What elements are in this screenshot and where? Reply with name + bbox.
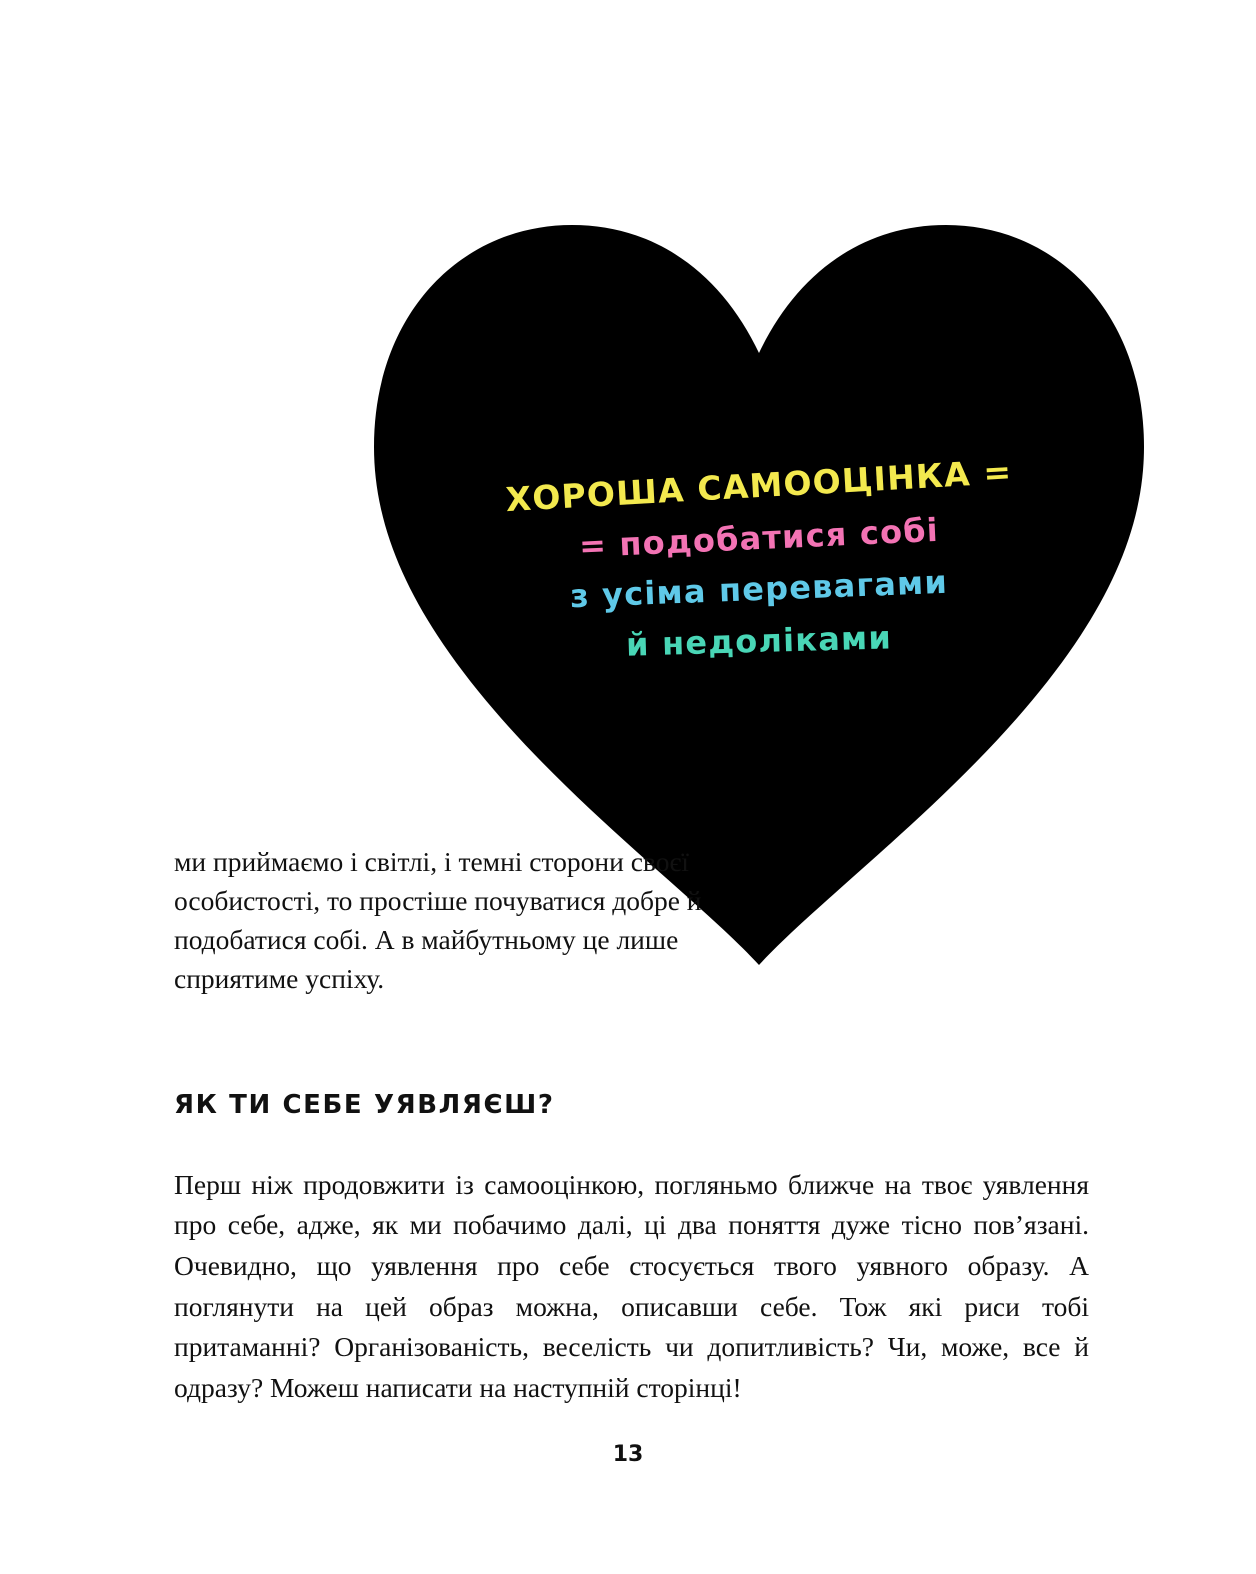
heart-caption-line-4: й недоліками [625, 618, 893, 664]
heart-caption-line-3: з усіма перевагами [569, 563, 949, 616]
section-heading: ЯК ТИ СЕБЕ УЯВЛЯЄШ? [174, 1089, 555, 1120]
heart-caption-line-1: ХОРОША САМООЦІНКА = [504, 451, 1014, 520]
main-paragraph: Перш ніж продовжити із самооцінкою, погляньмо ближче на твоє уявлення про себе, адже, як ми побачимо далі, ці два поняття дуже тісно пов’язані. Очевидно, що уявлення про себе стосується твого уявного образу. А поглянути на цей образ можна, описавши себе. Тож які риси тобі притаманні? Організованість, веселість чи допитливість? Чи, може, все й одразу? Можеш написати на наступній сторінці! [174, 1168, 1089, 1403]
page-number: 13 [612, 1442, 644, 1467]
intro-paragraph: ми приймаємо і світлі, і темні сторони своєї особистості, то простіше почуватися добре й подобатися собі. А в майбутньому це лише сприятиме успіху. [174, 845, 702, 994]
heart-caption-line-2: = подобатися собі [578, 510, 940, 566]
